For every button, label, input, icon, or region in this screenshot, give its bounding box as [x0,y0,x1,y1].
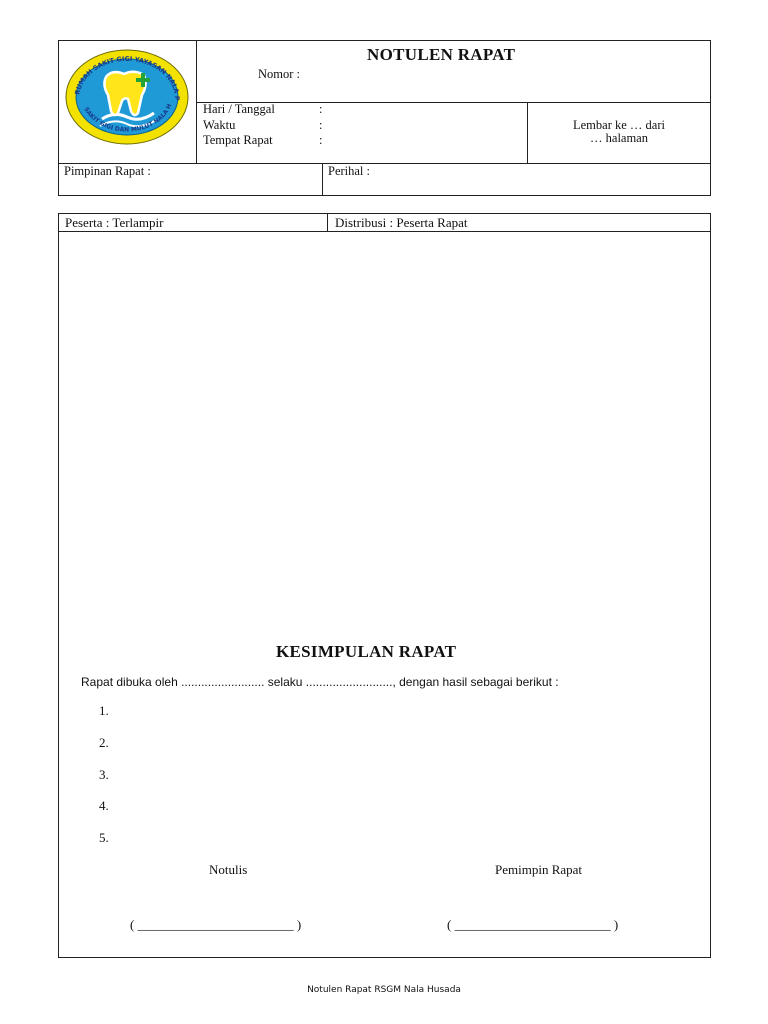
waktu-colon: : [319,118,323,132]
list-item: 3. [99,767,109,782]
hari-tanggal-label: Hari / Tanggal [203,102,275,116]
pemimpin-signature-line: ( ________________________ ) [447,917,619,932]
lembar-line2: … halaman [590,131,648,145]
pimpinan-divider [322,163,323,196]
nomor-label: Nomor : [258,67,301,81]
list-item: 5. [99,830,109,845]
kesimpulan-intro: Rapat dibuka oleh ......................... selaku .........................., dengan hasil sebagai berikut : [81,675,559,689]
kesimpulan-title: KESIMPULAN RAPAT [276,642,457,661]
list-item: 4. [99,798,109,813]
hari-tanggal-colon: : [319,102,323,116]
perihal-label: Perihal : [328,164,371,178]
minutes-body [58,231,711,958]
list-item: 2. [99,735,109,750]
lembar-line1: Lembar ke … dari [573,118,665,132]
list-item: 1. [99,703,109,718]
peserta-label: Peserta : Terlampir [65,215,164,230]
info-divider [58,163,711,164]
notulis-signature-line: ( ________________________ ) [130,917,302,932]
waktu-label: Waktu [203,118,236,132]
page-footer: Notulen Rapat RSGM Nala Husada [307,985,461,995]
tempat-rapat-colon: : [319,133,323,147]
hospital-logo [62,47,192,147]
participants-divider [327,213,328,232]
document-title: NOTULEN RAPAT [367,45,516,64]
svg-text:RUMAH SAKIT GIGI YAYASAN NALA: RUMAH SAKIT GIGI YAYASAN NALA P [73,54,182,101]
svg-text:SAKIT GIGI DAN MULUT NALA HUSA: SAKIT GIGI DAN MULUT NALA H [82,102,174,134]
notulis-label: Notulis [209,862,248,877]
distribusi-label: Distribusi : Peserta Rapat [335,215,468,230]
pemimpin-rapat-label: Pemimpin Rapat [495,862,583,877]
tempat-rapat-label: Tempat Rapat [203,133,273,147]
pimpinan-rapat-label: Pimpinan Rapat : [64,164,151,178]
